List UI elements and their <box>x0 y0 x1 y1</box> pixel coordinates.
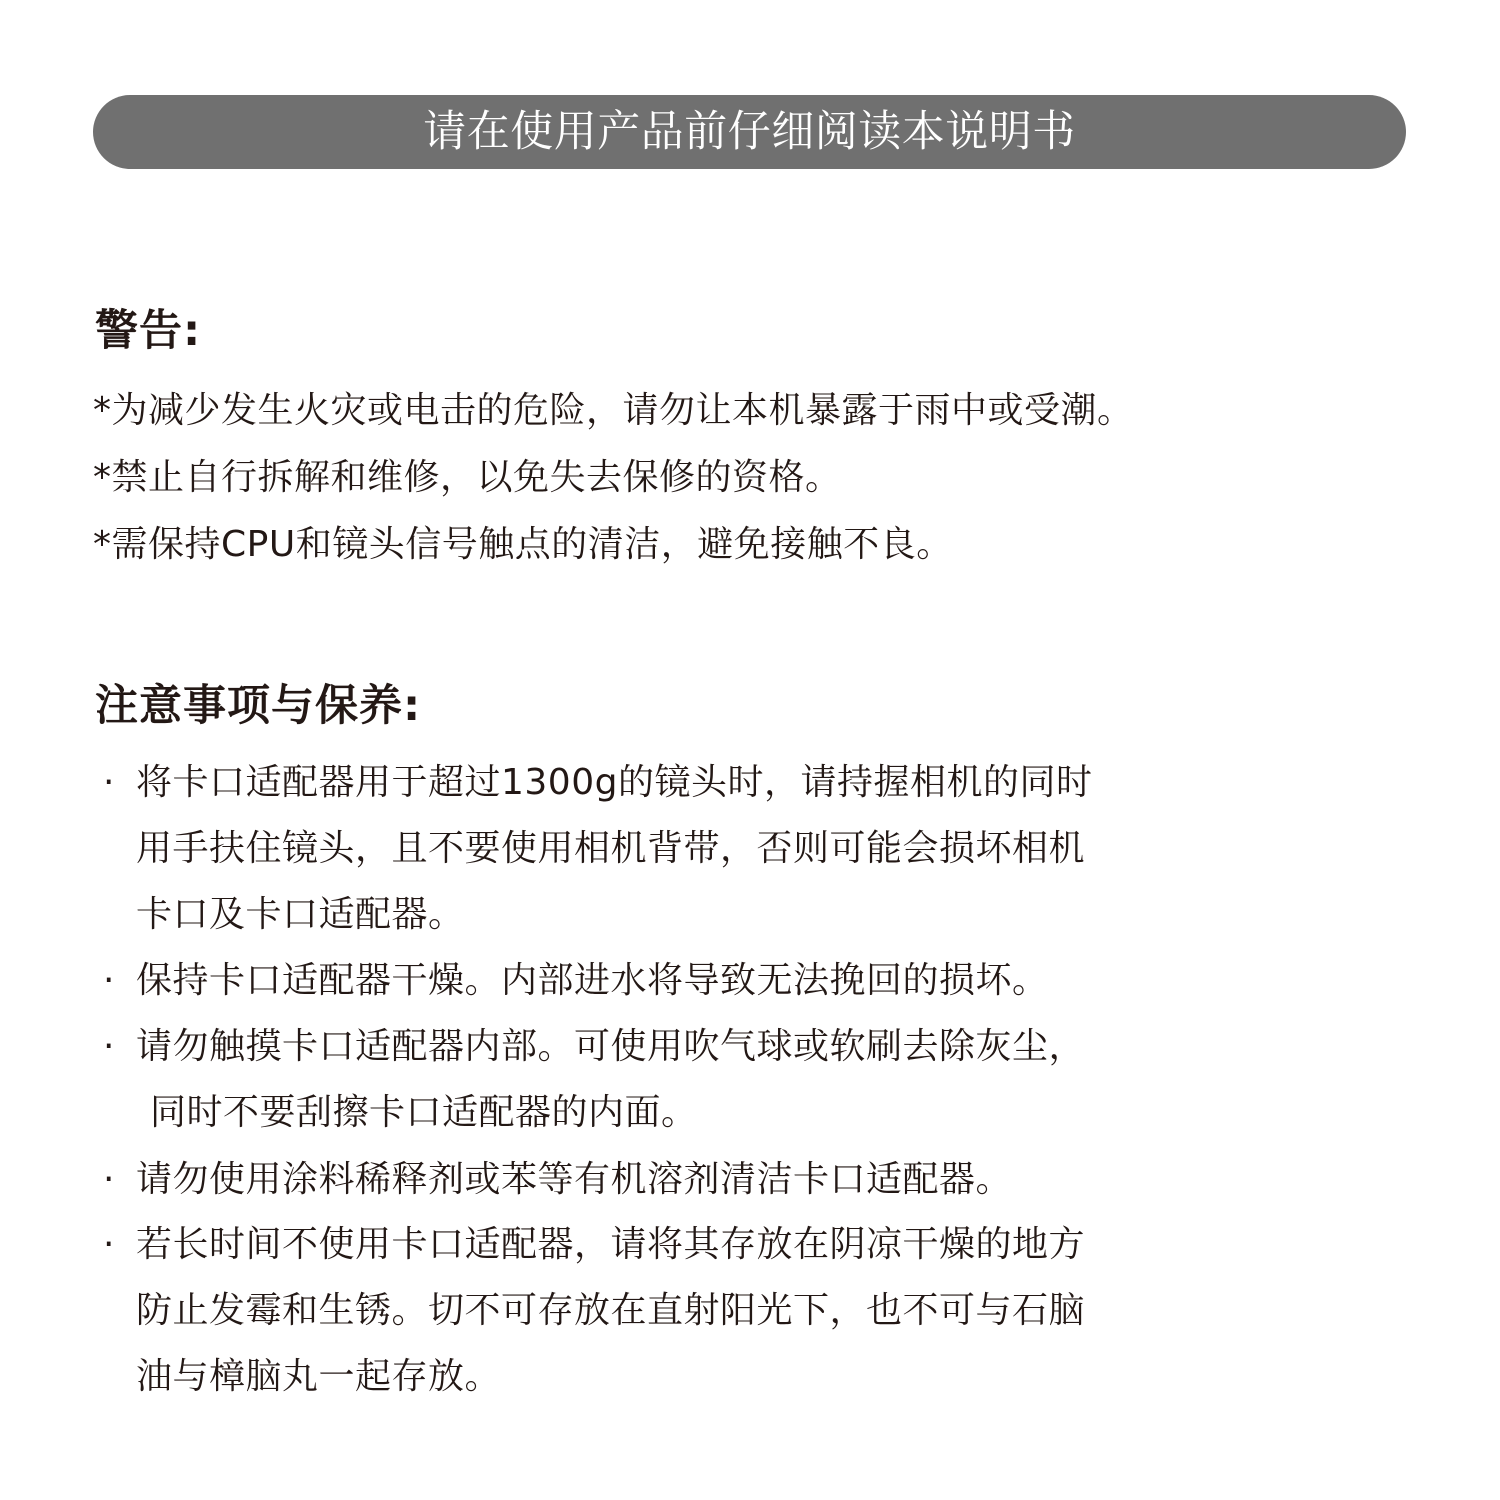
care-item-line: 同时不要刮擦卡口适配器的内面。 <box>150 1092 698 1133</box>
care-item-line: 保持卡口适配器干燥。内部进水将导致无法挽回的损坏。 <box>136 960 1049 1001</box>
care-item-line: 用手扶住镜头，且不要使用相机背带，否则可能会损坏相机 <box>136 828 1086 869</box>
banner-text: 请在使用产品前仔细阅读本说明书 <box>423 107 1076 157</box>
care-item <box>103 760 1092 806</box>
care-item-line: 若长时间不使用卡口适配器，请将其存放在阴凉干燥的地方 <box>136 1224 1086 1265</box>
warning-heading: 警告: <box>95 306 202 356</box>
care-item-line: 请勿触摸卡口适配器内部。可使用吹气球或软刷去除灰尘， <box>136 1026 1086 1067</box>
bullet-dot: · <box>103 1026 115 1067</box>
bullet-dot: · <box>103 1224 115 1265</box>
care-item <box>103 1157 1012 1203</box>
care-item-line: 将卡口适配器用于超过1300g的镜头时，请持握相机的同时 <box>136 762 1093 803</box>
care-item-line: 请勿使用涂料稀释剂或苯等有机溶剂清洁卡口适配器。 <box>136 1159 1013 1200</box>
care-item <box>103 1222 1085 1268</box>
care-item-line: 卡口及卡口适配器。 <box>136 894 465 935</box>
bullet-dot: · <box>103 762 115 803</box>
warning-item: *需保持CPU和镜头信号触点的清洁，避免接触不良。 <box>93 524 953 565</box>
care-item-line: 防止发霉和生锈。切不可存放在直射阳光下，也不可与石脑 <box>136 1290 1086 1331</box>
warning-item: *为减少发生火灾或电击的危险，请勿让本机暴露于雨中或受潮。 <box>93 390 1134 431</box>
care-heading: 注意事项与保养: <box>95 681 422 731</box>
care-item <box>103 1024 1085 1070</box>
bullet-dot: · <box>103 1159 115 1200</box>
bullet-dot: · <box>103 960 115 1001</box>
care-item <box>103 958 1049 1004</box>
warning-item: *禁止自行拆解和维修，以免失去保修的资格。 <box>93 457 842 498</box>
care-item-line: 油与樟脑丸一起存放。 <box>136 1356 502 1397</box>
instruction-banner <box>93 95 1406 169</box>
